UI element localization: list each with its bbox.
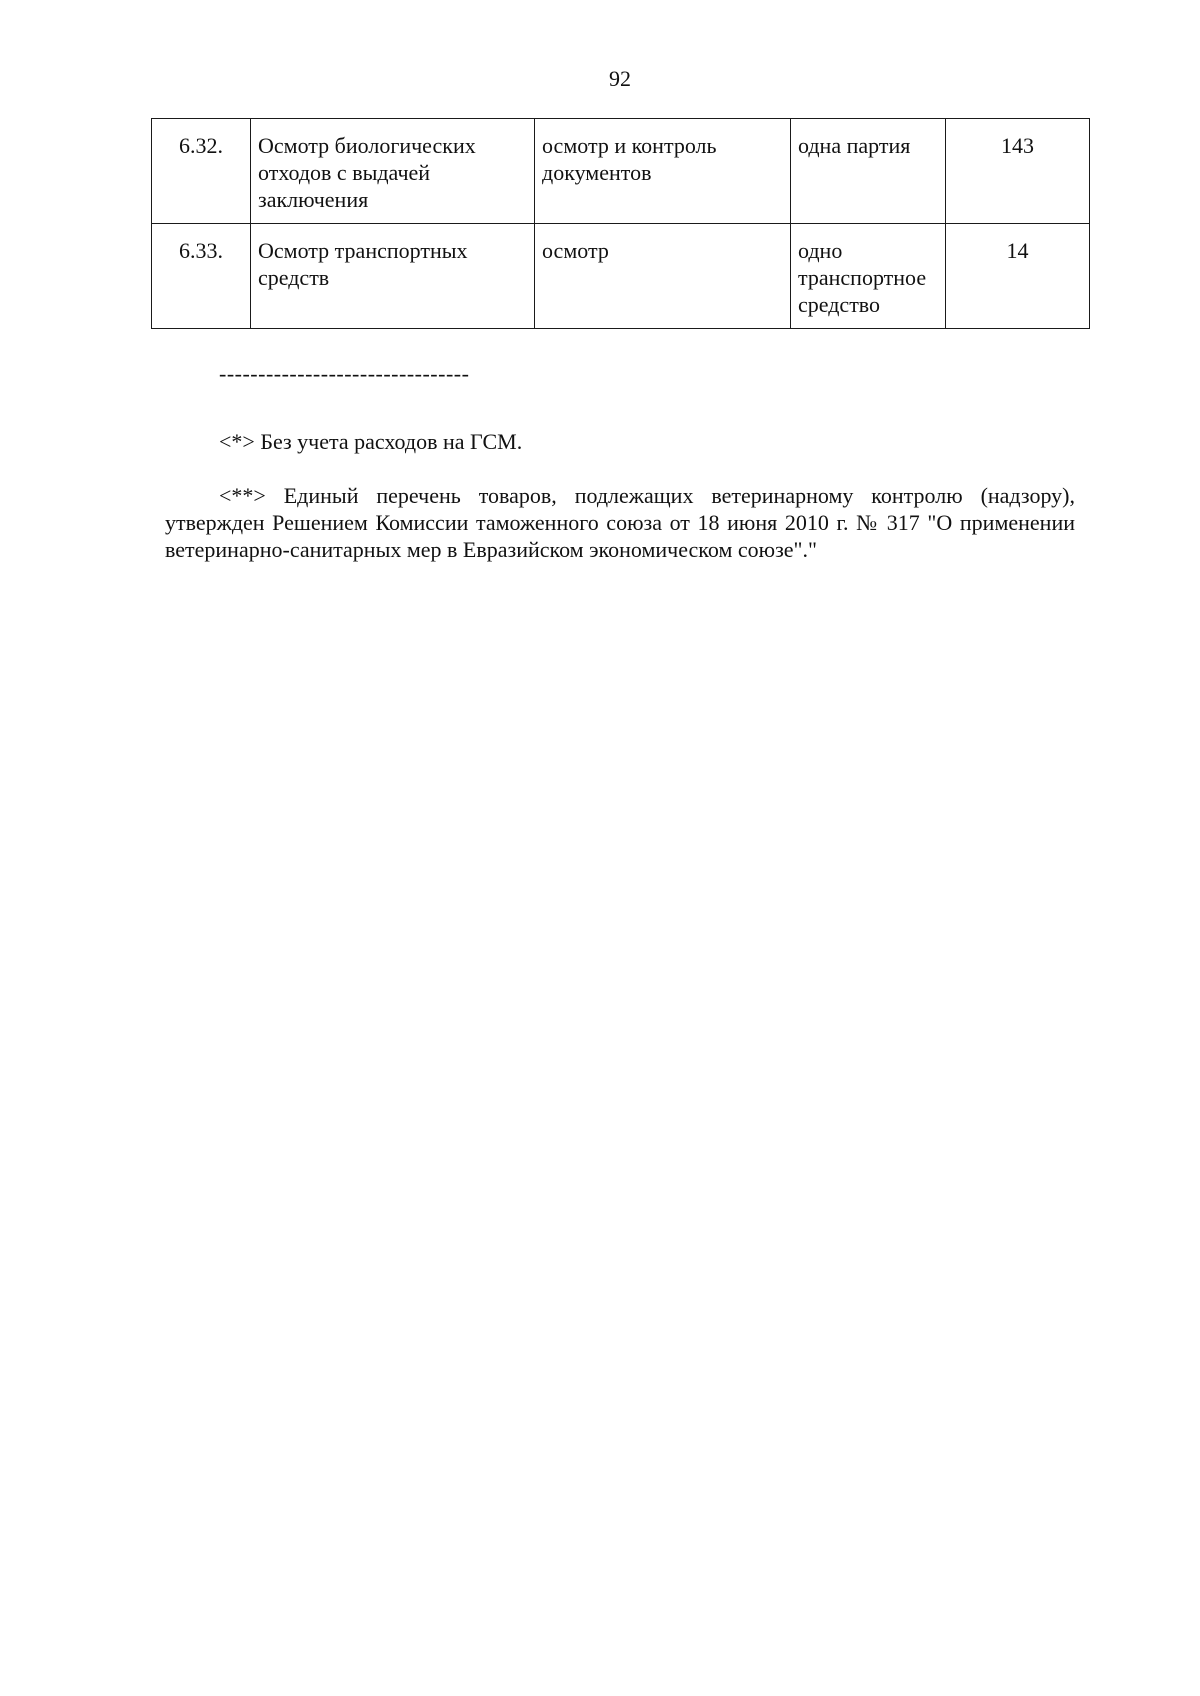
footnote-separator: --------------------------------: [219, 361, 470, 386]
price-cell: 14: [946, 224, 1090, 329]
procedure-cell: осмотр: [535, 224, 791, 329]
item-number-cell: 6.32.: [152, 119, 251, 224]
procedure-cell: осмотр и контроль документов: [535, 119, 791, 224]
page-number: 92: [609, 66, 631, 91]
service-name-cell: Осмотр транспортных средств: [251, 224, 535, 329]
unit-cell: одно транспортное средство: [791, 224, 946, 329]
table-row: [152, 119, 1090, 224]
fee-table: [151, 118, 1090, 329]
table-row: [152, 224, 1090, 329]
footnote-1: <*> Без учета расходов на ГСМ.: [219, 429, 523, 454]
item-number-cell: 6.33.: [152, 224, 251, 329]
footnote-2: <**> Единый перечень товаров, подлежащих ветеринарному контролю (надзору), утвержден Решением Комиссии таможенного союза от 18 июня 2010 г. № 317 "О применении ветеринарно-санитарных мер в Евразийском экономическом союзе".": [165, 483, 1075, 562]
unit-cell: одна партия: [791, 119, 946, 224]
price-cell: 143: [946, 119, 1090, 224]
service-name-cell: Осмотр биологических отходов с выдачей заключения: [251, 119, 535, 224]
